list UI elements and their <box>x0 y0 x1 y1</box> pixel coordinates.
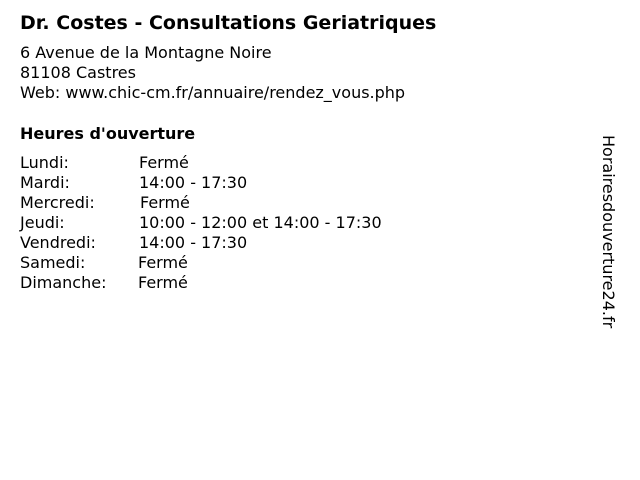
day-hours: Fermé <box>140 193 190 212</box>
day-hours: Fermé <box>139 153 189 172</box>
day-label: Jeudi: <box>20 213 65 232</box>
day-label: Mardi: <box>20 173 70 192</box>
day-hours: 14:00 - 17:30 <box>139 173 248 192</box>
day-label: Lundi: <box>20 153 69 172</box>
day-label: Samedi: <box>20 253 86 272</box>
day-hours: 10:00 - 12:00 et 14:00 - 17:30 <box>139 213 382 232</box>
address-web: Web: www.chic-cm.fr/annuaire/rendez_vous.php <box>20 83 406 102</box>
day-label: Vendredi: <box>20 233 96 252</box>
site-watermark: Horairesdouverture24.fr <box>599 135 618 329</box>
hours-heading: Heures d'ouverture <box>20 124 196 143</box>
address-street: 6 Avenue de la Montagne Noire <box>20 43 272 62</box>
day-hours: Fermé <box>138 273 188 292</box>
day-label: Mercredi: <box>20 193 95 212</box>
address-block <box>20 43 405 103</box>
page-title: Dr. Costes - Consultations Geriatriques <box>20 12 437 34</box>
day-hours: 14:00 - 17:30 <box>139 233 248 252</box>
address-city: 81108 Castres <box>20 63 136 82</box>
day-hours: Fermé <box>138 253 188 272</box>
day-label: Dimanche: <box>20 273 107 292</box>
